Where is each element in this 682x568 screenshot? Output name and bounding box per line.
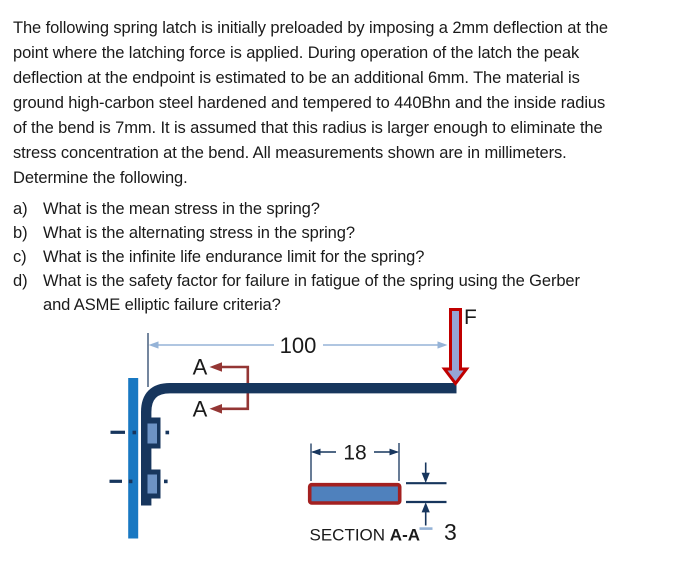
intro-line-4: ground high-carbon steel hardened and tempered to 440Bhn and the inside radius xyxy=(13,94,606,112)
intro-line-1: The following spring latch is initially preloaded by imposing a 2mm deflection at the xyxy=(13,19,608,37)
centerline-top-dot-right xyxy=(166,431,170,435)
dim-100-arrow-right-icon xyxy=(438,341,448,348)
section-caption-bold: A-A xyxy=(389,525,421,545)
question-text-d-line-1: What is the safety factor for failure in fatigue of the spring using the Gerber xyxy=(43,272,580,290)
intro-line-7: Determine the following. xyxy=(13,169,188,187)
cut-label-top: A xyxy=(192,354,208,380)
intro-line-3: deflection at the endpoint is estimated to be an additional 6mm. The material is xyxy=(13,69,580,87)
intro-line-2: point where the latching force is applied. During operation of the latch the peak xyxy=(13,44,580,62)
question-label-d: d) xyxy=(13,272,28,290)
force-label: F xyxy=(464,306,477,329)
dim-100-label: 100 xyxy=(279,333,317,358)
section-plate xyxy=(310,485,400,503)
centerline-bottom-dot-left xyxy=(129,480,133,484)
dim-18-arrow-left-icon xyxy=(311,449,321,456)
question-text-b: What is the alternating stress in the spring? xyxy=(43,224,355,242)
question-text-d-line-2: and ASME elliptic failure criteria? xyxy=(43,296,281,314)
question-text-c: What is the infinite life endurance limit for the spring? xyxy=(43,248,425,266)
section-caption-prefix: SECTION xyxy=(309,525,390,545)
thickness-arrow-up-icon xyxy=(422,502,430,512)
bolt-top xyxy=(141,418,161,449)
intro-line-5: of the bend is 7mm. It is assumed that this radius is larger enough to eliminate the xyxy=(13,119,603,137)
question-text-a: What is the mean stress in the spring? xyxy=(43,200,320,218)
question-label-c: c) xyxy=(13,248,27,266)
bolt-top-inner xyxy=(148,424,158,444)
question-label-b: b) xyxy=(13,224,28,242)
dim-100-arrow-left-icon xyxy=(149,341,159,348)
wall-plate xyxy=(128,378,138,539)
cut-arrow-top-icon xyxy=(210,362,223,372)
cut-label-bottom: A xyxy=(192,396,208,422)
dim-18-arrow-right-icon xyxy=(390,449,400,456)
question-label-a: a) xyxy=(13,200,28,218)
cut-arrow-bottom-icon xyxy=(210,404,223,414)
bolt-bottom xyxy=(141,470,161,499)
thickness-arrow-down-icon xyxy=(422,473,430,483)
centerline-bottom-dot-right xyxy=(164,480,168,484)
force-arrow xyxy=(445,306,477,384)
bolt-bottom-inner xyxy=(148,475,158,494)
centerline-top-dot-left xyxy=(133,431,137,435)
intro-line-6: stress concentration at the bend. All measurements shown are in millimeters. xyxy=(13,144,567,162)
dim-3-label: 3 xyxy=(444,519,457,545)
section-caption xyxy=(310,526,421,545)
dim-18-label: 18 xyxy=(343,441,367,465)
section-view xyxy=(310,442,457,546)
